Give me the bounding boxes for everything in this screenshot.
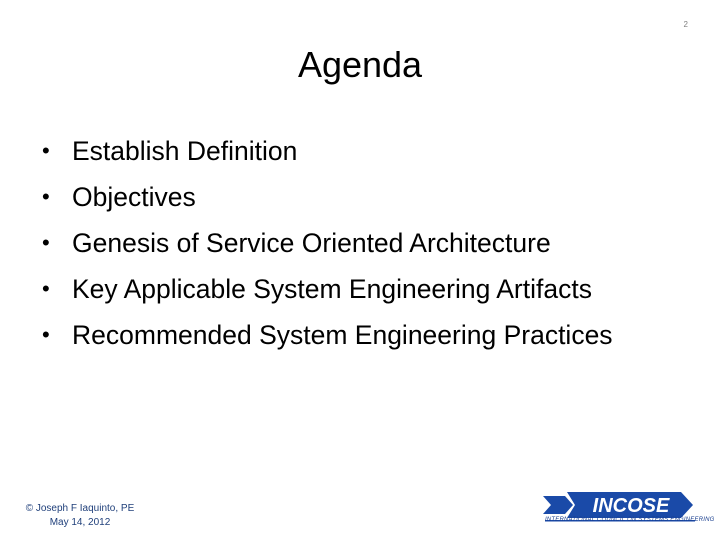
footer-date: May 14, 2012: [49, 517, 111, 528]
footer-credit: [20, 502, 140, 530]
agenda-item-text: Key Applicable System Engineering Artifacts: [72, 273, 592, 304]
bullet-icon: •: [42, 230, 50, 255]
agenda-item: [42, 128, 613, 174]
footer-author: © Joseph F Iaquinto, PE: [25, 503, 135, 514]
agenda-item: [42, 266, 613, 312]
agenda-item: [42, 174, 613, 220]
agenda-item: [42, 312, 613, 358]
bullet-icon: •: [42, 322, 50, 347]
logo-tagline: INTERNATIONAL COUNCIL ON SYSTEMS ENGINEERING: [545, 517, 715, 523]
agenda-item-text: Objectives: [72, 181, 196, 212]
agenda-item-text: Recommended System Engineering Practices: [72, 319, 613, 350]
bullet-icon: •: [42, 138, 50, 163]
bullet-icon: •: [42, 276, 50, 301]
agenda-list: [42, 128, 613, 358]
logo-arrow-left: [543, 496, 573, 514]
agenda-item-text: Establish Definition: [72, 135, 298, 166]
slide-title: Agenda: [297, 44, 423, 85]
agenda-item: [42, 220, 613, 266]
logo-wordmark: INCOSE: [592, 495, 670, 517]
page-number: 2: [683, 20, 688, 29]
bullet-icon: •: [42, 184, 50, 209]
agenda-item-text: Genesis of Service Oriented Architecture: [72, 227, 551, 258]
